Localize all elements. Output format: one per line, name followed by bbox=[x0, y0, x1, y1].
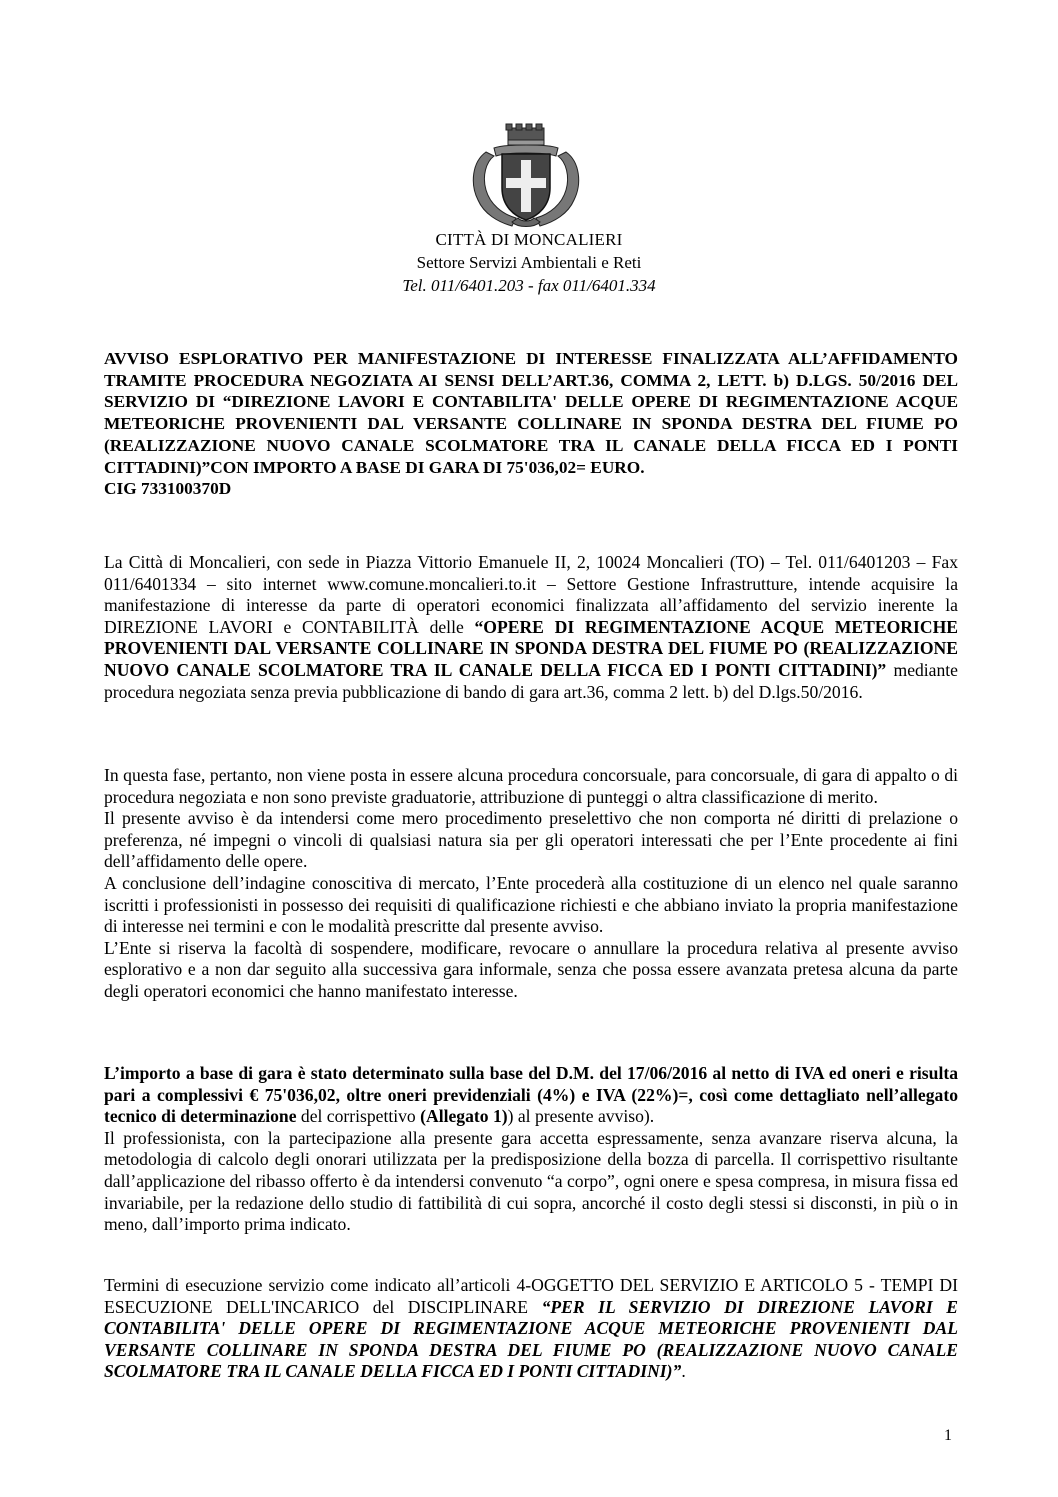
paragraph-reservation: L’Ente si riserva la facoltà di sospendere, modificare, revocare o annullare la procedura relativa al presente avviso esplorativo e a non dar seguito alla successiva gara informale, senza che possa essere avanzata pretesa alcuna da parte degli operatori economici che hanno manifestato interesse. bbox=[104, 937, 958, 1001]
city-name: CITTÀ DI MONCALIERI bbox=[435, 230, 623, 249]
contact-line: Tel. 011/6401.203 - fax 011/6401.334 bbox=[402, 276, 656, 295]
terms-text: Termini di esecuzione servizio come indicato all’articoli 4-OGGETTO DEL SERVIZIO E ARTICOLO 5 - TEMPI DI ESECUZIONE DELL'INCARICO del DISCIPLINARE bbox=[104, 1275, 958, 1317]
intro-project-title: “OPERE DI REGIMENTAZIONE ACQUE METEORICHE PROVENIENTI DAL VERSANTE COLLINARE IN SPONDA DESTRA DEL FIUME PO (REALIZZAZIONE NUOVO CANALE SCOLMATORE TRA IL CANALE DELLA FICCA ED I PONTI CITTADINI)” bbox=[104, 616, 958, 680]
coat-of-arms-icon bbox=[464, 122, 588, 230]
attachment-ref: (Allegato 1) bbox=[420, 1106, 508, 1127]
terms-discipline-title: “PER IL SERVIZIO DI DIREZIONE LAVORI E CONTABILITA' DELLE OPERE DI REGIMENTAZIONE ACQUE METEORICHE PROVENIENTI DAL VERSANTE COLLINARE IN SPONDA DESTRA DEL FIUME PO (REALIZZAZIONE NUOVO CANALE SCOLMATORE TRA IL CANALE DELLA FICCA ED I PONTI CITTADINI)” bbox=[104, 1296, 958, 1382]
page-number: 1 bbox=[944, 1427, 952, 1444]
amount-end-text: ) al presente avviso). bbox=[507, 1106, 655, 1127]
amount-bold-text: L’importo a base di gara è stato determinato sulla base del D.M. del 17/06/2016 al netto di IVA ed oneri e risulta pari a complessivi € 75'036,02, oltre oneri previdenziali (4%) e IVA (22%)=, così come dettagliato nell’allegato tecnico di determinazione bbox=[104, 1063, 958, 1127]
amount-normal-text: del corrispettivo bbox=[296, 1106, 421, 1127]
sector-name: Settore Servizi Ambientali e Reti bbox=[416, 253, 642, 272]
amount-section bbox=[104, 1063, 958, 1236]
amount-paragraph bbox=[104, 1063, 958, 1128]
letterhead bbox=[0, 228, 1058, 297]
professional-paragraph: Il professionista, con la partecipazione alla presente gara accetta espressamente, senza avanzare riserva alcuna, la metodologia di calcolo degli onorari utilizzata per la predisposizione della bozza di parcella. Il corrispettivo risultante dall’applicazione del ribasso offerto è da intendersi convenuto “a corpo”, ogni onere e spesa compresa, in misura fissa ed invariabile, per la redazione dello studio di fattibilità di cui sopra, ancorché il costo degli stessi si disconsti, in più o in meno, dall’importo prima indicato. bbox=[104, 1127, 958, 1235]
intro-paragraph bbox=[104, 552, 958, 703]
cig-code: CIG 733100370D bbox=[104, 479, 232, 499]
paragraph-preselection: Il presente avviso è da intendersi come mero procedimento preselettivo che non comporta né diritti di prelazione o preferenza, né impegni o vincoli di qualsiasi natura sia per gli operatori interessati che per l’Ente procedente ai fini dell’affidamento delle opere. bbox=[104, 808, 958, 872]
intro-text-1: La Città di Moncalieri, con sede in Piazza Vittorio Emanuele II, 2, 10024 Moncalieri (TO) – Tel. 011/6401203 – Fax 011/6401334 – sito internet www.comune.moncalieri.to.it – Settore Gestione Infrastrutture, intende acquisire la manifestazione di interesse da parte di operatori economici finalizzata all’affidamento del servizio inerente la DIREZIONE LAVORI e CONTABILITÀ delle bbox=[104, 552, 958, 637]
title-text: AVVISO ESPLORATIVO PER MANIFESTAZIONE DI INTERESSE FINALIZZATA ALL’AFFIDAMENTO TRAMITE PROCEDURA NEGOZIATA AI SENSI DELL’ART.36, COMMA 2, LETT. b) D.LGS. 50/2016 DEL SERVIZIO DI “DIREZIONE LAVORI E CONTABILITA' DELLE OPERE DI REGIMENTAZIONE ACQUE METEORICHE PROVENIENTI DAL VERSANTE COLLINARE IN SPONDA DESTRA DEL FIUME PO (REALIZZAZIONE NUOVO CANALE SCOLMATORE TRA IL CANALE DELLA FICCA ED I PONTI CITTADINI)”CON IMPORTO A BASE DI GARA DI 75'036,02= EURO. bbox=[104, 349, 958, 477]
intro-text-2: mediante procedura negoziata senza previa pubblicazione di bando di gara art.36, comma 2 lett. b) del D.lgs.50/2016. bbox=[104, 659, 958, 702]
terms-end: . bbox=[681, 1361, 686, 1382]
paragraph-list: A conclusione dell’indagine conoscitiva di mercato, l’Ente procederà alla costituzione di un elenco nel quale saranno iscritti i professionisti in possesso dei requisiti di qualificazione richiesti e che abbiano inviato la propria manifestazione di interesse nei termini e con le modalità prescritte dal presente avviso. bbox=[104, 872, 958, 937]
paragraph-no-procedure: In questa fase, pertanto, non viene posta in essere alcuna procedura concorsuale, para concorsuale, di gara di appalto o di procedura negoziata e non sono previste graduatorie, attribuzione di punteggi o altra classificazione di merito. bbox=[104, 765, 958, 807]
notice-title bbox=[104, 348, 958, 500]
terms-section bbox=[104, 1275, 958, 1383]
conditions-section bbox=[104, 765, 958, 1003]
